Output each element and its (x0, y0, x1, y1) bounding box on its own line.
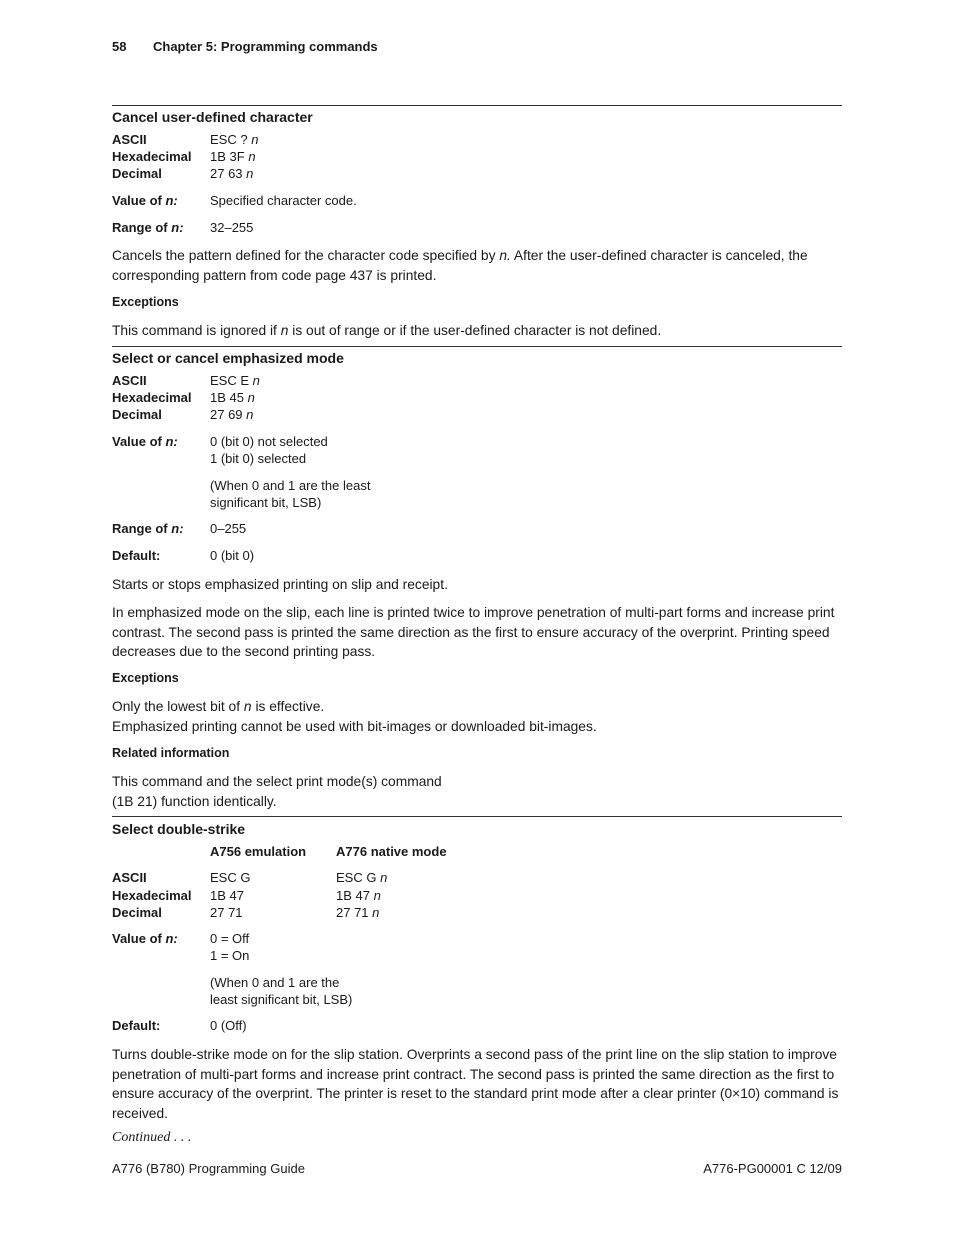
decimal-label: Decimal (112, 905, 162, 920)
default-text: 0 (bit 0) (210, 548, 255, 563)
column-heading-a776: A776 native mode (336, 844, 447, 859)
value-line-1: 0 (bit 0) not selected (210, 434, 328, 449)
section-divider (112, 816, 842, 817)
ascii-value: ESC E n (210, 373, 260, 388)
decimal-value-a756: 27 71 (210, 905, 243, 920)
section-divider (112, 105, 842, 106)
value-line-1: 0 = Off (210, 931, 250, 946)
section-title-emphasized-mode: Select or cancel emphasized mode (112, 350, 344, 366)
ascii-label: ASCII (112, 373, 147, 388)
description-paragraph: Cancels the pattern defined for the character code specified by n. After the user-defined character is canceled, the corresponding pattern from code page 437 is printed. (112, 248, 808, 283)
hex-label: Hexadecimal (112, 888, 192, 903)
lsb-note-line-2: least significant bit, LSB) (210, 992, 353, 1007)
description-paragraph: Starts or stops emphasized printing on slip and receipt. (112, 577, 448, 592)
value-of-n-text: Specified character code. (210, 193, 357, 208)
decimal-label: Decimal (112, 166, 162, 181)
exceptions-line-1: Only the lowest bit of n is effective. (112, 699, 325, 714)
ascii-label: ASCII (112, 870, 147, 885)
section-title-cancel-user-defined: Cancel user-defined character (112, 109, 313, 125)
related-line-1: This command and the select print mode(s) command (112, 774, 442, 789)
exceptions-line-2: Emphasized printing cannot be used with bit-images or downloaded bit-images. (112, 719, 597, 734)
value-line-2: 1 = On (210, 948, 250, 963)
section-title-double-strike: Select double-strike (112, 821, 246, 837)
decimal-label: Decimal (112, 407, 162, 422)
lsb-note-line-1: (When 0 and 1 are the (210, 975, 340, 990)
ascii-value: ESC ? n (210, 132, 259, 147)
exceptions-paragraph: This command is ignored if n is out of range or if the user-defined character is not defined. (112, 323, 662, 338)
related-information-heading: Related information (112, 746, 230, 760)
default-text: 0 (Off) (210, 1018, 247, 1033)
value-line-2: 1 (bit 0) selected (210, 451, 307, 466)
ascii-value-a756: ESC G (210, 870, 251, 885)
range-of-n-label: Range of n: (112, 220, 184, 235)
hex-label: Hexadecimal (112, 390, 192, 405)
hex-value: 1B 45 n (210, 390, 255, 405)
column-heading-a756: A756 emulation (210, 844, 307, 859)
exceptions-heading: Exceptions (112, 671, 179, 685)
related-line-2: (1B 21) function identically. (112, 794, 277, 809)
value-of-n-label: Value of n: (112, 931, 178, 946)
footer-guide-title: A776 (B780) Programming Guide (112, 1161, 305, 1176)
section-divider (112, 346, 842, 347)
hex-value-a776: 1B 47 n (336, 888, 381, 903)
page-number: 58 (112, 39, 127, 54)
range-of-n-text: 32–255 (210, 220, 254, 235)
chapter-title: Chapter 5: Programming commands (153, 39, 378, 54)
value-of-n-label: Value of n: (112, 434, 178, 449)
lsb-note-line-2: significant bit, LSB) (210, 495, 322, 510)
value-of-n-label: Value of n: (112, 193, 178, 208)
footer-document-id: A776-PG00001 C 12/09 (703, 1161, 842, 1176)
range-of-n-text: 0–255 (210, 521, 247, 536)
hex-value-a756: 1B 47 (210, 888, 244, 903)
range-of-n-label: Range of n: (112, 521, 184, 536)
default-label: Default: (112, 548, 161, 563)
description-paragraph: Turns double-strike mode on for the slip station. Overprints a second pass of the print line on the slip station to improve penetration of multi-part forms and increase print contract. The second pass is printed the same direction as the first to ensure accuracy of the overprint. The printer is reset to the standard print mode after a clear printer (0×10) command is received. (112, 1047, 839, 1121)
continued-note: Continued . . . (112, 1130, 192, 1145)
decimal-value: 27 69 n (210, 407, 254, 422)
exceptions-heading: Exceptions (112, 295, 179, 309)
lsb-note-line-1: (When 0 and 1 are the least (210, 478, 371, 493)
ascii-label: ASCII (112, 132, 147, 147)
decimal-value-a776: 27 71 n (336, 905, 380, 920)
default-label: Default: (112, 1018, 161, 1033)
description-paragraph: In emphasized mode on the slip, each line is printed twice to improve penetration of multi-part forms and increase print contrast. The second pass is printed the same direction as the first to ensure accuracy of the overprint. Printing speed decreases due to the second printing pass. (112, 605, 835, 659)
hex-label: Hexadecimal (112, 149, 192, 164)
hex-value: 1B 3F n (210, 149, 256, 164)
ascii-value-a776: ESC G n (336, 870, 388, 885)
decimal-value: 27 63 n (210, 166, 254, 181)
